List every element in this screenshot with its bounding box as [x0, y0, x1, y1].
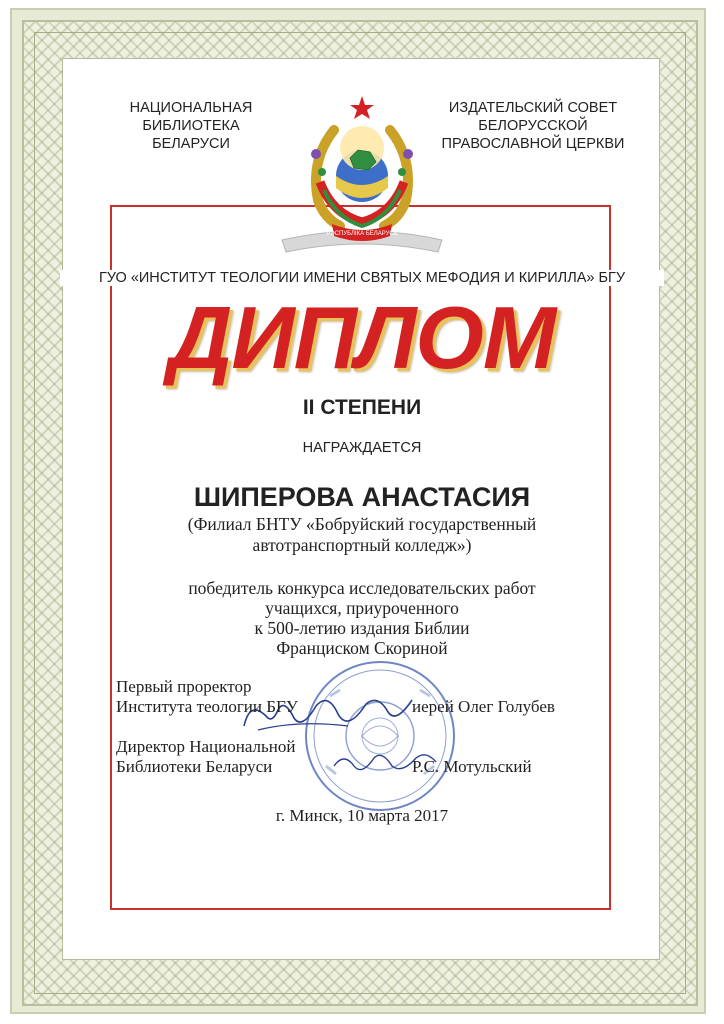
header-left-organization: НАЦИОНАЛЬНАЯ БИБЛИОТЕКА БЕЛАРУСИ [129, 100, 253, 152]
signatory-1-title: Первый проректор Института теологии БГУ [116, 677, 298, 716]
degree-label: II СТЕПЕНИ [302, 396, 422, 419]
awarded-label: НАГРАЖДАЕТСЯ [302, 440, 422, 456]
recipient-name: ШИПЕРОВА АНАСТАСИЯ [193, 482, 531, 512]
diploma-title: ДИПЛОМ [168, 288, 556, 387]
institute-name: ГУО «ИНСТИТУТ ТЕОЛОГИИ ИМЕНИ СВЯТЫХ МЕФОДИЯ И КИРИЛЛА» БГУ [60, 270, 664, 286]
header-right-organization: ИЗДАТЕЛЬСКИЙ СОВЕТ БЕЛОРУССКОЙ ПРАВОСЛАВНОЙ ЦЕРКВИ [441, 100, 625, 152]
belarus-state-emblem-icon [262, 90, 462, 260]
achievement-text: победитель конкурса исследовательских работ учащихся, приуроченного к 500-летию издания Библии Франциском Скориной [188, 578, 536, 658]
signatory-2-title: Директор Национальной Библиотеки Беларуси [116, 737, 296, 776]
emblem-ribbon-text: РЭСПУБЛІКА БЕЛАРУСЬ [326, 231, 398, 237]
signatory-1-name: иерей Олег Голубев [412, 697, 555, 716]
place-and-date: г. Минск, 10 марта 2017 [275, 806, 449, 825]
signatory-2-name: Р.С. Мотульский [412, 757, 532, 776]
recipient-affiliation: (Филиал БНТУ «Бобруйский государственный автотранспортный колледж») [187, 514, 537, 555]
